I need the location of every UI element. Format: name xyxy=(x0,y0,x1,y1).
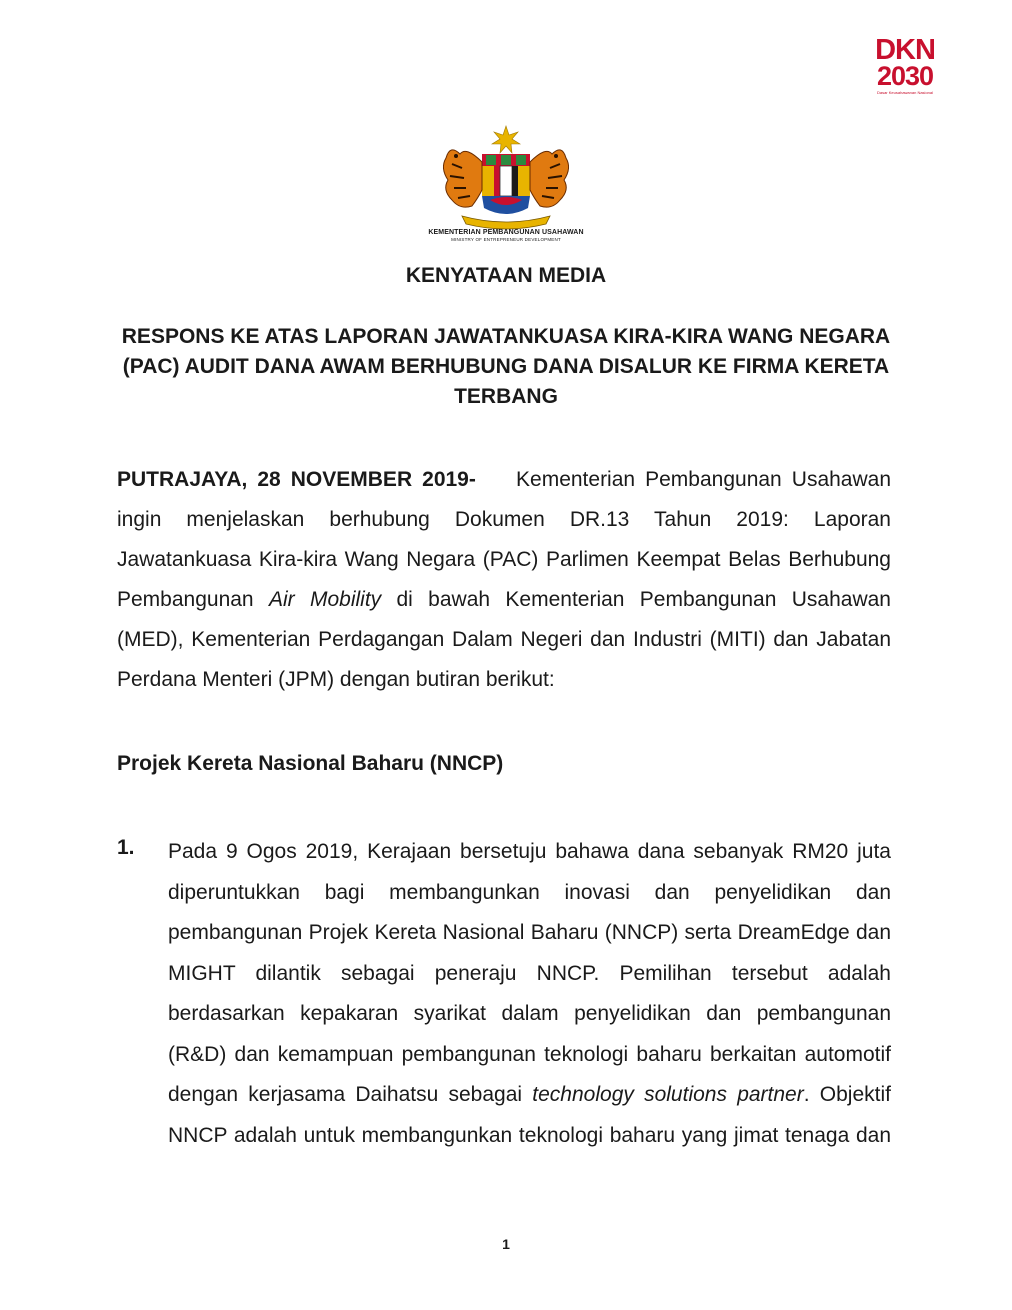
item-italic-term: technology solutions partner xyxy=(532,1083,804,1106)
section-heading: Projek Kereta Nasional Baharu (NNCP) xyxy=(117,752,504,775)
document-title: RESPONS KE ATAS LAPORAN JAWATANKUASA KIRA-KIRA WANG NEGARA (PAC) AUDIT DANA AWAM BERHUBUNG DANA DISALUR KE FIRMA KERETA TERBANG xyxy=(121,325,891,408)
ministry-name-ms: KEMENTERIAN PEMBANGUNAN USAHAWAN xyxy=(428,229,584,236)
malaysia-coat-of-arms-icon xyxy=(432,124,580,232)
logo-tagline: Dasar Keusahawanan Nasional xyxy=(876,90,934,95)
intro-italic-term: Air Mobility xyxy=(268,588,382,611)
logo-line-2: 2030 xyxy=(876,61,934,91)
intro-text-1: Kementerian Pembangunan Usahawan ingin menjelaskan berhubung Dokumen DR.13 Tahun 2019: Laporan Jawatankuasa Kira-kira Wang Negara (PAC) Parlimen Keempat Belas Berhubung Pembangunan xyxy=(117,468,891,611)
intro-paragraph xyxy=(117,460,891,700)
item-text-2: . Objektif NNCP adalah untuk membangunkan teknologi baharu yang jimat tenaga dan xyxy=(168,1083,891,1147)
intro-text-2: di bawah Kementerian Pembangunan Usahawan (MED), Kementerian Perdagangan Dalam Negeri dan Industri (MITI) dan Jabatan Perdana Menteri (JPM) dengan butiran berikut: xyxy=(117,588,891,691)
item-paragraph xyxy=(168,832,891,1156)
page-number: 1 xyxy=(502,1236,510,1252)
item-number: 1. xyxy=(117,836,135,859)
ministry-name-en: MINISTRY OF ENTREPRENEUR DEVELOPMENT xyxy=(451,237,561,242)
ministry-name xyxy=(380,229,632,242)
dateline: PUTRAJAYA, 28 NOVEMBER 2019- xyxy=(117,468,476,491)
press-release-heading: KENYATAAN MEDIA xyxy=(405,264,607,287)
dkn-2030-logo xyxy=(868,36,942,95)
logo-line-1: DKN xyxy=(875,34,935,66)
item-text-1: Pada 9 Ogos 2019, Kerajaan bersetuju bahawa dana sebanyak RM20 juta diperuntukkan bagi membangunkan inovasi dan penyelidikan dan pembangunan Projek Kereta Nasional Baharu (NNCP) serta DreamEdge dan MIGHT dilantik sebagai peneraju NNCP. Pemilihan tersebut adalah berdasarkan kepakaran syarikat dalam penyelidikan dan pembangunan (R&D) dan kemampuan pembangunan teknologi baharu berkaitan automotif dengan kerjasama Daihatsu sebagai xyxy=(168,840,891,1106)
